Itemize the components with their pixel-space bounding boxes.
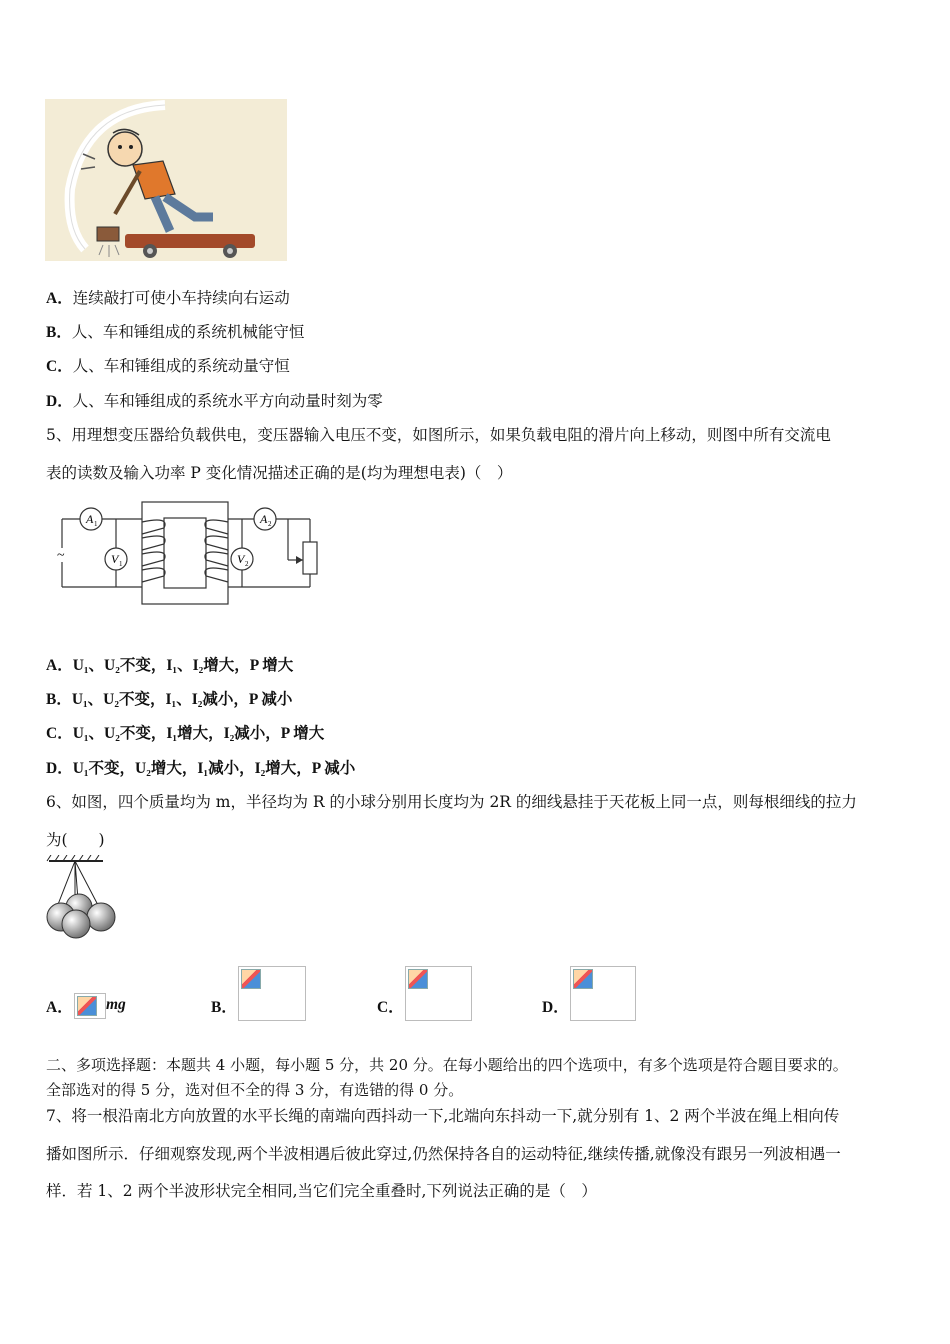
q4-option-c[interactable]: C．人、车和锤组成的系统动量守恒	[46, 357, 290, 375]
hanging-balls-diagram	[45, 855, 125, 945]
q6-option-d[interactable]: D．	[542, 999, 569, 1016]
q5-option-b[interactable]: B．U₁、U₂不变，I₁、I₂减小，P 减小	[46, 691, 293, 708]
q7-stem-line-2: 播如图所示．仔细观察发现,两个半波相遇后彼此穿过,仍然保持各自的运动特征,继续传播,就像没有跟另一列波相遇一	[46, 1145, 841, 1163]
q6-stem-line-1: 6、如图，四个质量均为 m，半径均为 R 的小球分别用长度均为 2R 的细线悬挂于天花板上同一点，则每根细线的拉力	[46, 793, 857, 811]
ammeter-1-subscript: 1	[94, 520, 98, 528]
q6-option-c[interactable]: C．	[377, 999, 404, 1016]
q5-option-c[interactable]: C．U₁、U₂不变，I₁增大，I₂减小，P 增大	[46, 725, 325, 742]
q6-option-a-broken-image	[74, 993, 106, 1019]
q4-option-a[interactable]: A．连续敲打可使小车持续向右运动	[46, 289, 290, 307]
voltmeter-2-label: V	[237, 552, 245, 566]
q7-stem-line-3: 样．若 1、2 两个半波形状完全相同,当它们完全重叠时,下列说法正确的是（ ）	[46, 1182, 597, 1200]
ammeter-2-label: A	[260, 512, 268, 526]
voltmeter-2-subscript: 2	[245, 560, 249, 568]
q6-option-a[interactable]: A．	[46, 999, 73, 1016]
voltmeter-1-label: V	[111, 552, 119, 566]
q4-option-b[interactable]: B．人、车和锤组成的系统机械能守恒	[46, 323, 305, 341]
section-2-header-line-2: 全部选对的得 5 分，选对但不全的得 3 分，有选错的得 0 分。	[46, 1081, 464, 1099]
q6-option-c-broken-image	[405, 966, 472, 1021]
q6-option-a-suffix: mg	[106, 996, 126, 1013]
hammer-cart-illustration	[45, 99, 287, 261]
q7-stem-line-1: 7、将一根沿南北方向放置的水平长绳的南端向西抖动一下,北端向东抖动一下,就分别有 1、2 两个半波在绳上相向传	[46, 1107, 840, 1125]
broken-image-icon	[241, 969, 261, 989]
q6-option-b[interactable]: B．	[211, 999, 237, 1016]
voltmeter-1-subscript: 1	[119, 560, 123, 568]
broken-image-icon	[77, 996, 97, 1016]
q5-stem-line-1: 5、用理想变压器给负载供电，变压器输入电压不变，如图所示，如果负载电阻的滑片向上移动，则图中所有交流电	[46, 426, 831, 444]
section-2-header-line-1: 二、多项选择题：本题共 4 小题，每小题 5 分，共 20 分。在每小题给出的四个选项中，有多个选项是符合题目要求的。	[46, 1056, 848, 1074]
ac-source-symbol: ~	[57, 548, 65, 563]
q4-option-d[interactable]: D．人、车和锤组成的系统水平方向动量时刻为零	[46, 392, 383, 410]
transformer-circuit-diagram	[52, 500, 322, 610]
q5-stem-line-2: 表的读数及输入功率 P 变化情况描述正确的是(均为理想电表)（ ）	[46, 464, 513, 482]
q5-option-a[interactable]: A．U₁、U₂不变，I₁、I₂增大，P 增大	[46, 657, 294, 674]
q6-option-d-broken-image	[570, 966, 636, 1021]
q5-option-d[interactable]: D．U₁不变，U₂增大，I₁减小，I₂增大，P 减小	[46, 760, 356, 777]
ammeter-1-label: A	[86, 512, 94, 526]
broken-image-icon	[408, 969, 428, 989]
q6-stem-line-2: 为( )	[46, 831, 105, 849]
q6-option-b-broken-image	[238, 966, 306, 1021]
broken-image-icon	[573, 969, 593, 989]
ammeter-2-subscript: 2	[268, 520, 272, 528]
